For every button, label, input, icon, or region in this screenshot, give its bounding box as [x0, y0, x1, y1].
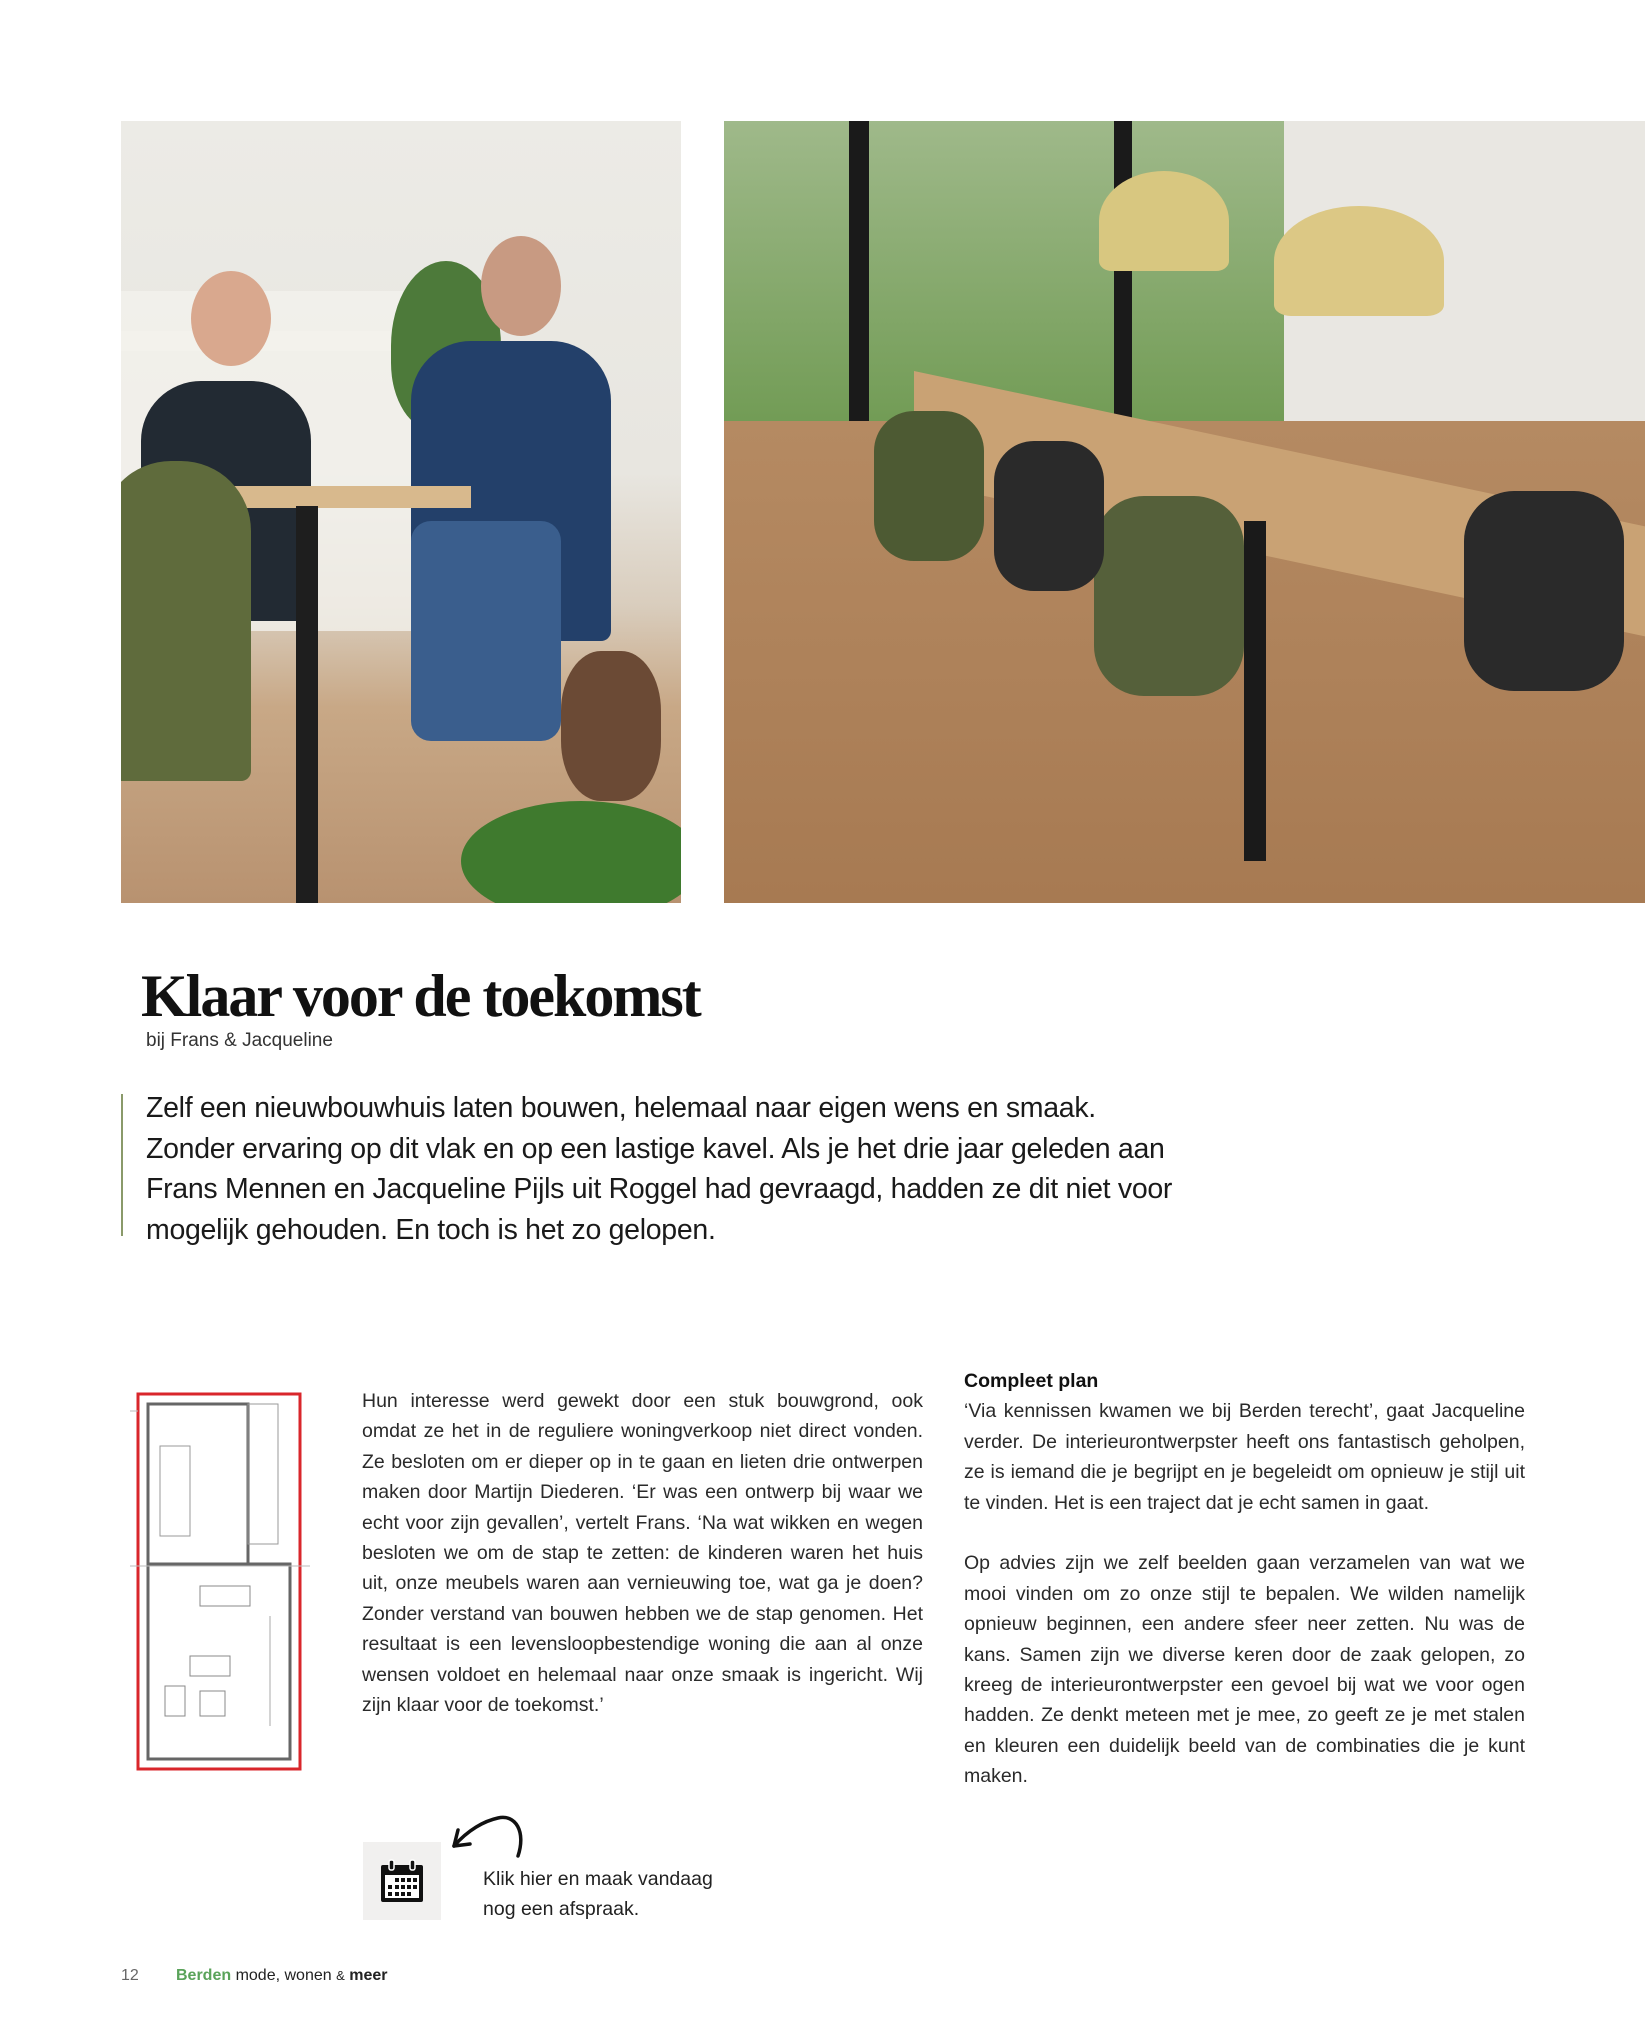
table-leg	[296, 506, 318, 903]
article-title: Klaar voor de toekomst	[141, 963, 700, 1029]
article-subtitle: bij Frans & Jacqueline	[146, 1030, 333, 1051]
calendar-icon	[379, 1858, 425, 1904]
brand-tagline: mode, wonen	[235, 1967, 332, 1984]
photo-couple-at-table	[121, 121, 681, 903]
cta-line-2: nog een afspraak.	[483, 1898, 640, 1920]
woman-face	[191, 271, 271, 366]
page-number: 12	[121, 1967, 139, 1984]
lead-paragraph: Zelf een nieuwbouwhuis laten bouwen, helemaal naar eigen wens en smaak. Zonder ervaring op dit vlak en op een lastige kavel. Als je het drie jaar geleden aan Frans Mennen en Jacqueline Pijls uit Roggel had gevraagd, hadden ze dit niet voor mogelijk gehouden. En toch is het zo gelopen.	[146, 1092, 1173, 1246]
floor-plan-image	[130, 1386, 310, 1781]
body-paragraph: ‘Via kennissen kwamen we bij Berden terecht’, gaat Jacqueline verder. De interieurontwerpster heeft ons fantastisch geholpen, ze is iemand die je begrijpt en je begeleidt om opnieuw je stijl uit te vinden. Het is een traject dat je echt samen in gaat.	[964, 1400, 1525, 1514]
green-chair	[874, 411, 984, 561]
table-top	[211, 486, 471, 508]
appointment-link[interactable]	[483, 1864, 713, 1924]
table-leg	[1244, 521, 1266, 861]
black-chair	[994, 441, 1104, 591]
body-column-left: Hun interesse werd gewekt door een stuk bouwgrond, ook omdat ze het in de reguliere woningverkoop niet direct vonden. Ze besloten om er dieper op in te gaan en lieten drie ontwerpen maken door Martijn Diederen. ‘Er was een ontwerp bij waar we echt voor zijn gevallen’, vertelt Frans. ‘Na wat wikken en wegen besloten we om de stap te zetten: de kinderen waren het huis uit, onze meubels waren aan vernieuwing toe, wat ga je doen? Zonder verstand van bouwen hebben we de stap genomen. Het resultaat is een levensloopbestendige woning die aan al onze wensen voldoet en helemaal naar onze smaak is ingericht. Wij zijn klaar voor de toekomst.’	[362, 1390, 923, 1717]
green-chair	[1094, 496, 1244, 696]
photo-dining-room	[724, 121, 1645, 903]
jeans	[411, 521, 561, 741]
dog	[561, 651, 661, 801]
body-column-right	[964, 1366, 1525, 1822]
lead-accent-bar	[121, 1094, 123, 1236]
brand-ampersand: &	[336, 1968, 345, 1983]
green-chair	[121, 461, 251, 781]
black-chair	[1464, 491, 1624, 691]
window-frame	[1114, 121, 1132, 451]
section-heading: Compleet plan	[964, 1370, 1099, 1392]
foreground-plant	[461, 801, 681, 903]
pendant-lamp	[1099, 171, 1229, 271]
make-appointment-button[interactable]	[363, 1842, 441, 1920]
man-face	[481, 236, 561, 336]
cta-line-1: Klik hier en maak vandaag	[483, 1868, 713, 1890]
body-paragraph: Op advies zijn we zelf beelden gaan verzamelen van wat we mooi vinden om zo onze stijl te bepalen. We wilden namelijk opnieuw beginnen, een andere sfeer neer zetten. Nu was de kans. Samen zijn we diverse keren door de zaak gelopen, zo kreeg de interieurontwerpster een gevoel bij wat we voor ogen hadden. Ze denkt meteen met je mee, zo geeft ze je met stalen en kleuren een duidelijk beeld van de combinaties die je kunt maken.	[964, 1552, 1525, 1788]
pendant-lamp	[1274, 206, 1444, 316]
curved-arrow-icon	[446, 1812, 526, 1862]
brand-name: Berden	[176, 1967, 232, 1984]
brand-tagline-bold: meer	[349, 1967, 388, 1984]
footer-brand	[176, 1967, 387, 1985]
